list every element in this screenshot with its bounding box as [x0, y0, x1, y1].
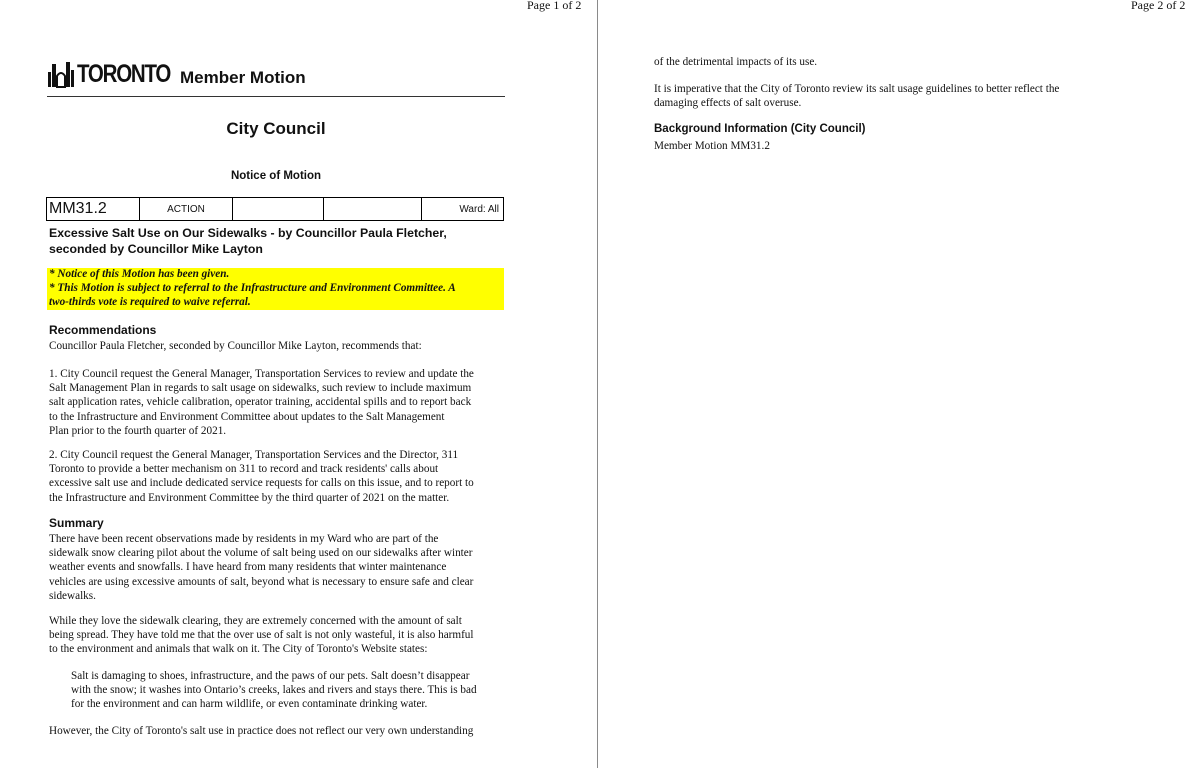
motion-title	[49, 225, 447, 257]
recommendation-1	[49, 367, 504, 438]
empty-cell	[324, 198, 422, 221]
continuation-text: of the detrimental impacts of its use.	[654, 56, 818, 68]
empty-cell	[233, 198, 324, 221]
text-line: 1. City Council request the General Manager, Transportation Services to review and update the	[49, 368, 474, 380]
text-line: Toronto to provide a better mechanism on 311 to record and track residents' calls about	[49, 463, 439, 476]
header-rule	[47, 96, 505, 97]
text-line: for the environment and can harm wildlife, or even contaminate drinking water.	[71, 698, 428, 711]
page-number-1: Page 1 of 2	[527, 0, 582, 12]
text-line: Salt Management Plan in regards to salt usage on sidewalks, such review to include maximum	[49, 382, 472, 395]
background-info-link[interactable]: Member Motion MM31.2	[654, 140, 770, 152]
motion-id-cell: MM31.2	[47, 198, 140, 221]
text-line: sidewalks.	[49, 589, 96, 602]
doc-type-title: Member Motion	[180, 68, 306, 87]
background-info-heading: Background Information (City Council)	[654, 123, 866, 135]
toronto-city-hall-icon	[47, 58, 75, 88]
notice-line: two-thirds vote is required to waive referral.	[49, 295, 251, 308]
text-line: It is imperative that the City of Toronto review its salt usage guidelines to better reflect the	[654, 83, 1060, 95]
text-line: excessive salt use and include dedicated service requests for calls on this issue, and to report to	[49, 477, 474, 490]
notice-heading: Notice of Motion	[230, 170, 322, 182]
recommendations-heading: Recommendations	[49, 323, 157, 337]
website-quote	[71, 669, 511, 712]
page-number-2: Page 2 of 2	[1131, 0, 1186, 12]
text-line: to the environment and animals that walk on it. The City of Toronto's Website states:	[49, 643, 428, 656]
text-line: vehicles are using excessive amounts of salt, beyond what is necessary to ensure safe and clear	[49, 575, 474, 588]
referral-notice-box	[47, 268, 504, 310]
closing-paragraph: However, the City of Toronto's salt use in practice does not reflect our very own understanding	[49, 725, 474, 737]
text-line: to the Infrastructure and Environment Committee about updates to the Salt Management	[49, 410, 445, 423]
text-line: Salt is damaging to shoes, infrastructure, and the paws of our pets. Salt doesn’t disappear	[71, 670, 470, 682]
imperative-paragraph	[654, 82, 1094, 110]
text-line: being spread. They have told me that the over use of salt is not only wasteful, it is also harmful	[49, 629, 474, 642]
council-heading: City Council	[226, 119, 326, 138]
text-line: 2. City Council request the General Manager, Transportation Services and the Director, 311	[49, 449, 459, 461]
text-line: sidewalk snow clearing pilot about the volume of salt being used on our sidewalks after winter	[49, 547, 473, 560]
text-line: the Infrastructure and Environment Committee by the third quarter of 2021 on the matter.	[49, 491, 450, 504]
text-line: with the snow; it washes into Ontario’s creeks, lakes and rivers and stays there. This is bad	[71, 684, 477, 697]
text-line: weather events and snowfalls. I have heard from many residents that winter maintenance	[49, 561, 447, 574]
summary-heading: Summary	[49, 516, 104, 530]
action-cell: ACTION	[140, 198, 233, 221]
recommendations-intro: Councillor Paula Fletcher, seconded by Councillor Mike Layton, recommends that:	[49, 340, 422, 352]
summary-paragraph-1	[49, 532, 504, 603]
summary-paragraph-2	[49, 614, 504, 657]
text-line: salt application rates, vehicle calibration, operator training, accidental spills and to report back	[49, 396, 472, 409]
motion-info-table	[46, 197, 504, 221]
motion-title-line: seconded by Councillor Mike Layton	[49, 242, 263, 256]
text-line: Plan prior to the fourth quarter of 2021.	[49, 424, 227, 437]
notice-line: * This Motion is subject to referral to the Infrastructure and Environment Committee. A	[49, 281, 456, 294]
text-line: damaging effects of salt overuse.	[654, 97, 802, 110]
text-line: There have been recent observations made by residents in my Ward who are part of the	[49, 533, 439, 545]
motion-title-line: Excessive Salt Use on Our Sidewalks - by Councillor Paula Fletcher,	[49, 226, 447, 240]
ward-cell: Ward: All	[422, 198, 504, 221]
page-divider	[597, 0, 598, 768]
text-line: While they love the sidewalk clearing, they are extremely concerned with the amount of salt	[49, 615, 462, 627]
notice-line: * Notice of this Motion has been given.	[49, 268, 230, 280]
recommendation-2	[49, 448, 504, 505]
toronto-logo-text: TORONTO	[77, 60, 171, 88]
